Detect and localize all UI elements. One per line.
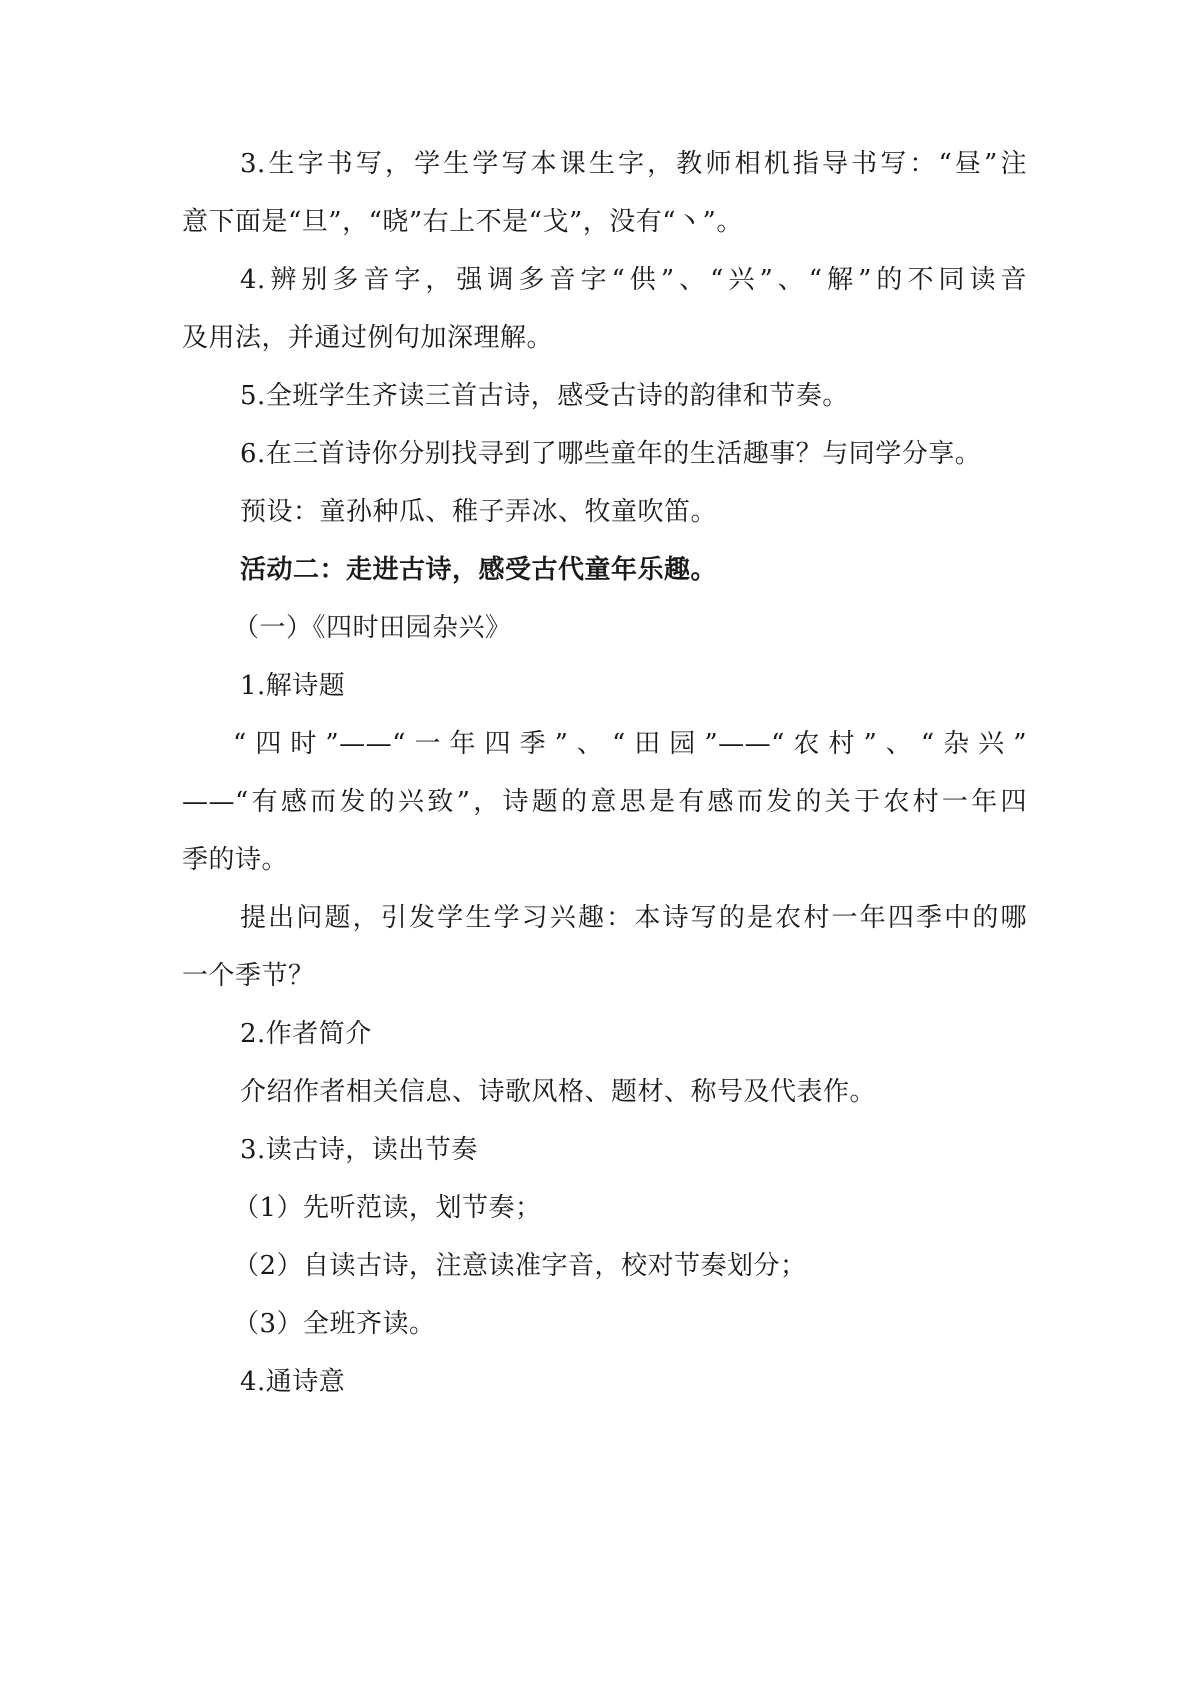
text-line-12: ——“有感而发的兴致”，诗题的意思是有感而发的关于农村一年四	[182, 787, 1027, 817]
text-line-7: 预设：童孙种瓜、稚子弄冰、牧童吹笛。	[240, 497, 718, 527]
text-line-1: 3.生字书写，学生学写本课生字，教师相机指导书写：“昼”注	[240, 149, 1027, 179]
text-line-4: 及用法，并通过例句加深理解。	[182, 323, 554, 353]
text-line-17: 介绍作者相关信息、诗歌风格、题材、称号及代表作。	[240, 1077, 877, 1107]
text-line-6: 6.在三首诗你分别找寻到了哪些童年的生活趣事？与同学分享。	[240, 439, 982, 469]
text-line-10: 1.解诗题	[240, 671, 346, 701]
text-line-14: 提出问题，引发学生学习兴趣：本诗写的是农村一年四季中的哪	[240, 903, 1027, 933]
text-line-19: （1）先听范读，划节奏；	[233, 1193, 542, 1223]
text-line-5: 5.全班学生齐读三首古诗，感受古诗的韵律和节奏。	[240, 381, 849, 411]
text-line-22: 4.通诗意	[240, 1367, 346, 1397]
text-line-13: 季的诗。	[182, 845, 289, 875]
text-line-18: 3.读古诗，读出节奏	[240, 1135, 478, 1165]
text-line-3: 4.辨别多音字，强调多音字“供”、“兴”、“解”的不同读音	[240, 265, 1027, 295]
text-line-11: “四时”——“一年四季”、“田园”——“农村”、“杂兴”	[233, 729, 1027, 759]
text-line-16: 2.作者简介	[240, 1019, 372, 1049]
text-line-15: 一个季节？	[182, 961, 315, 991]
subsection-heading: （一）《四时田园杂兴》	[233, 613, 512, 643]
text-line-2: 意下面是“旦”，“晓”右上不是“戈”，没有“丶”。	[182, 207, 743, 237]
section-heading-activity-2: 活动二：走进古诗，感受古代童年乐趣。	[240, 555, 718, 585]
text-line-21: （3）全班齐读。	[233, 1309, 436, 1339]
text-line-20: （2）自读古诗，注意读准字音，校对节奏划分；	[233, 1251, 807, 1281]
